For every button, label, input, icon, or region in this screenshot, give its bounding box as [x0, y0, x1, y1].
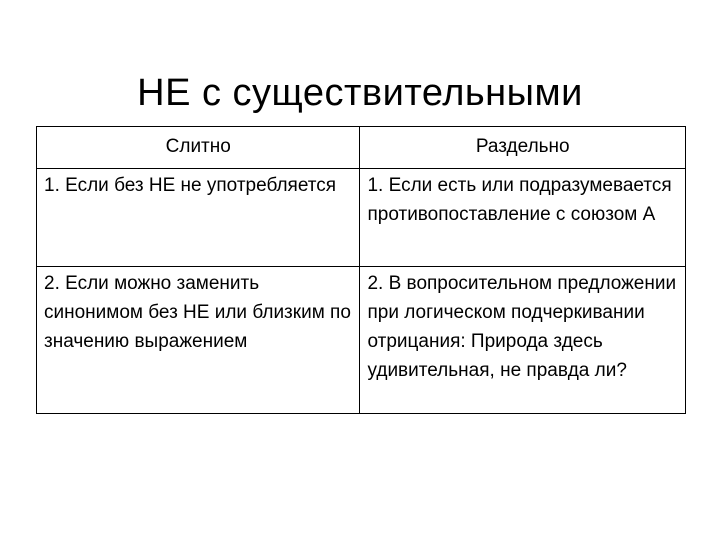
header-separately: Раздельно	[360, 127, 686, 169]
rule-separately-2: 2. В вопросительном предложении при логическом подчеркивании отрицания: Природа здесь удивительная, не правда ли?	[360, 267, 686, 414]
rule-separately-1: 1. Если есть или подразумевается противопоставление с союзом А	[360, 169, 686, 267]
header-together: Слитно	[37, 127, 360, 169]
rules-table	[36, 126, 686, 414]
table-header-row	[37, 127, 686, 169]
slide-title: НЕ с существительными	[137, 72, 583, 115]
table-row	[37, 267, 686, 414]
rule-together-2: 2. Если можно заменить синонимом без НЕ или близким по значению выражением	[37, 267, 360, 414]
table-row	[37, 169, 686, 267]
rule-together-1: 1. Если без НЕ не употребляется	[37, 169, 360, 267]
